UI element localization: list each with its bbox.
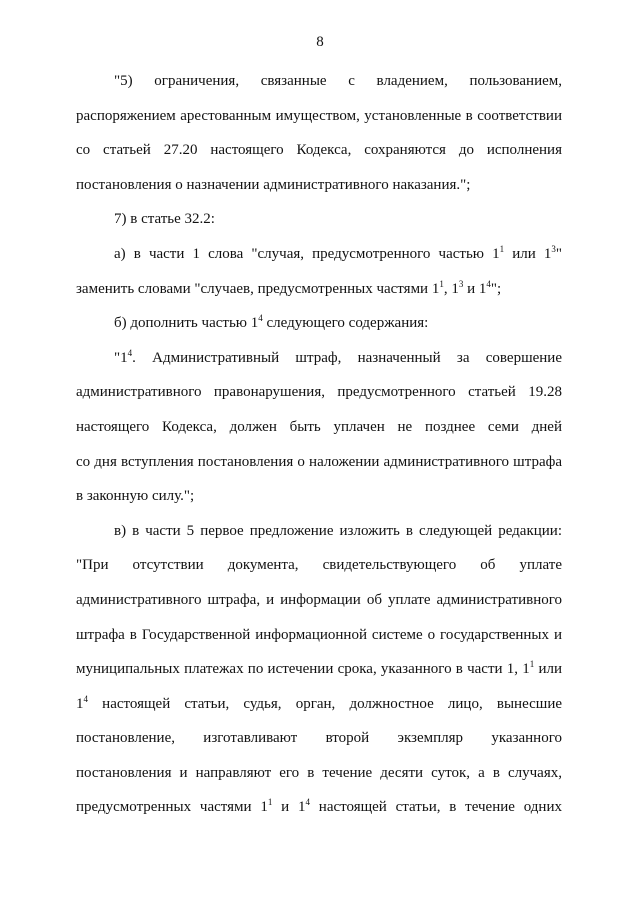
text-segment: или 1	[504, 245, 552, 262]
text-segment: "	[555, 245, 562, 262]
text-segment: заменить словами "случаев, предусмотренных частями 1	[76, 280, 440, 297]
text-segment: предусмотренных частями 1	[76, 799, 268, 816]
text-line	[76, 375, 562, 410]
text-line	[76, 652, 562, 687]
text-line	[76, 168, 562, 203]
text-line	[76, 202, 562, 237]
text-line	[76, 618, 562, 653]
text-line	[76, 756, 562, 791]
text-line	[76, 548, 562, 583]
superscript-index: 1	[529, 659, 535, 670]
text-segment: ";	[490, 280, 502, 297]
text-segment: в) в части 5 первое предложение изложить в следующей редакции:	[114, 522, 562, 539]
text-segment: настоящей статьи, судья, орган, должностное лицо, вынесшие	[88, 695, 562, 712]
text-segment: настоящей статьи, в течение одних	[309, 799, 562, 816]
text-line	[76, 790, 562, 825]
text-line	[76, 687, 562, 722]
text-segment: штрафа в Государственной информационной системе о государственных и	[76, 626, 562, 643]
text-segment: б) дополнить частью 1	[114, 315, 259, 332]
text-segment: или	[534, 661, 562, 678]
text-line	[76, 410, 562, 445]
text-segment: административного правонарушения, предусмотренного статьей 19.28	[76, 384, 562, 401]
text-line	[76, 64, 562, 99]
superscript-index: 4	[486, 278, 491, 289]
text-segment: следующего содержания:	[262, 315, 429, 332]
text-segment: 7) в статье 32.2:	[114, 211, 215, 228]
superscript-index: 1	[267, 797, 273, 808]
text-segment: настоящего Кодекса, должен быть уплачен не позднее семи дней	[76, 418, 562, 435]
text-segment: распоряжением арестованным имуществом, установленные в соответствии	[76, 107, 562, 124]
superscript-index: 1	[439, 278, 444, 289]
text-line	[76, 583, 562, 618]
text-segment: постановление, изготавливают второй экземпляр указанного	[76, 730, 562, 747]
text-line	[76, 237, 562, 272]
text-line	[76, 514, 562, 549]
text-segment: постановления о назначении административного наказания.";	[76, 176, 471, 193]
text-segment: постановления и направляют его в течение десяти суток, а в случаях,	[76, 764, 562, 781]
superscript-index: 4	[258, 313, 263, 324]
body-text	[76, 64, 562, 825]
text-segment: в законную силу.";	[76, 488, 195, 505]
text-segment: со дня вступления постановления о наложении административного штрафа	[76, 453, 562, 470]
text-segment: и 1	[463, 280, 487, 297]
superscript-index: 3	[551, 243, 556, 254]
text-segment: административного штрафа, и информации об уплате административного	[76, 591, 562, 608]
page-number: 8	[316, 34, 324, 50]
text-line	[76, 99, 562, 134]
text-line	[76, 445, 562, 480]
text-line	[76, 721, 562, 756]
superscript-index: 4	[83, 693, 88, 704]
superscript-index: 1	[499, 243, 505, 254]
text-segment: 1	[76, 695, 84, 712]
superscript-index: 4	[127, 347, 133, 358]
text-segment: "При отсутствии документа, свидетельствующего об уплате	[76, 557, 562, 574]
text-segment: , 1	[443, 280, 459, 297]
text-segment: а) в части 1 слова "случая, предусмотренного частью 1	[114, 245, 500, 262]
text-segment: . Административный штраф, назначенный за совершение	[132, 349, 562, 366]
text-line	[76, 479, 562, 514]
text-line	[76, 306, 562, 341]
text-segment: со статьей 27.20 настоящего Кодекса, сохраняются до исполнения	[76, 142, 562, 159]
text-segment: "1	[114, 349, 128, 366]
text-line	[76, 272, 562, 307]
text-segment: и 1	[272, 799, 306, 816]
text-line	[76, 133, 562, 168]
superscript-index: 4	[305, 797, 310, 808]
text-line	[76, 341, 562, 376]
text-segment: муниципальных платежах по истечении срока, указанного в части 1, 1	[76, 661, 530, 678]
text-segment: "5) ограничения, связанные с владением, пользованием,	[114, 73, 562, 89]
superscript-index: 3	[458, 278, 464, 289]
